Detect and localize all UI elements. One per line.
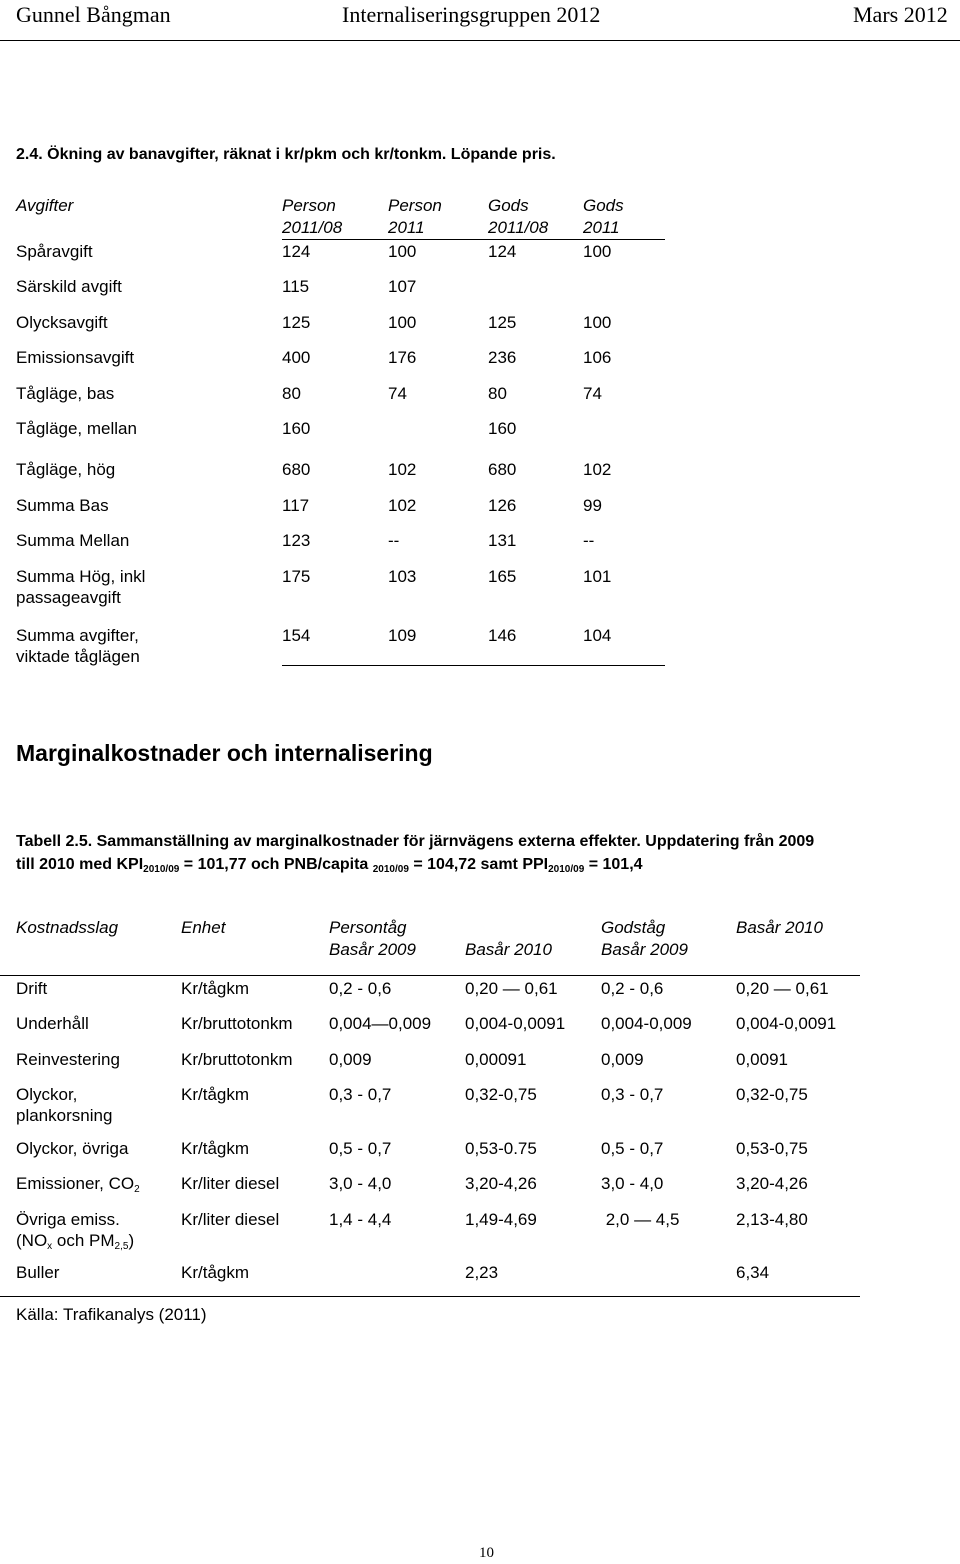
table2-unit: Kr/tågkm bbox=[181, 1139, 250, 1158]
table1-header-bottom: 2011/08 bbox=[282, 218, 343, 237]
table2-cell: 0,00091 bbox=[465, 1050, 527, 1069]
table2-cell: 0,20 — 0,61 bbox=[465, 979, 558, 998]
table1-cell: 131 bbox=[488, 531, 517, 550]
table2-cell: 0,004—0,009 bbox=[329, 1014, 432, 1033]
table1-cell: 106 bbox=[583, 348, 612, 367]
table1-cell: 107 bbox=[388, 277, 417, 296]
table1-header-bottom: 2011 bbox=[388, 218, 425, 237]
table1-cell: 123 bbox=[282, 531, 311, 550]
table2-header-top: Persontåg bbox=[329, 918, 407, 937]
table2-cell: 0,004-0,009 bbox=[601, 1014, 692, 1033]
table2-row-label: Underhåll bbox=[16, 1014, 89, 1033]
header-rule bbox=[0, 40, 960, 41]
table2-unit: Kr/liter diesel bbox=[181, 1174, 280, 1193]
table1-row-label: Tågläge, bas bbox=[16, 384, 115, 403]
table2-unit: Kr/tågkm bbox=[181, 1263, 250, 1282]
table2-header-top: Enhet bbox=[181, 918, 226, 937]
table1-row-label: viktade tåglägen bbox=[16, 647, 140, 666]
table1-cell: -- bbox=[583, 531, 595, 550]
table2-cell: 2,0 — 4,5 bbox=[601, 1210, 680, 1229]
table2-cell: 0,004-0,0091 bbox=[465, 1014, 566, 1033]
table2-cell: 0,3 - 0,7 bbox=[329, 1085, 392, 1104]
table1-row-label: Tågläge, mellan bbox=[16, 419, 137, 438]
table2-unit: Kr/liter diesel bbox=[181, 1210, 280, 1229]
table2-cell: 3,20-4,26 bbox=[465, 1174, 537, 1193]
table1-row-label: Särskild avgift bbox=[16, 277, 122, 296]
table2-cell: 0,009 bbox=[329, 1050, 372, 1069]
table2-cell: 3,20-4,26 bbox=[736, 1174, 808, 1193]
header-author: Gunnel Bångman bbox=[16, 2, 171, 27]
table1-row-label: Olycksavgift bbox=[16, 313, 108, 332]
table1-cell: 100 bbox=[583, 313, 612, 332]
table1-row-label: Tågläge, hög bbox=[16, 460, 116, 479]
table2-header-bottom: Basår 2009 bbox=[329, 940, 416, 959]
table1-header-top: Avgifter bbox=[16, 196, 74, 215]
table2-cell: 0,3 - 0,7 bbox=[601, 1085, 664, 1104]
table1-row-label: Summa Hög, inkl bbox=[16, 567, 146, 586]
table2-cell: 0,32-0,75 bbox=[736, 1085, 808, 1104]
table1-cell: 101 bbox=[583, 567, 612, 586]
table1-cell: 236 bbox=[488, 348, 517, 367]
table1-cell: 74 bbox=[388, 384, 407, 403]
table2-row-label: Buller bbox=[16, 1263, 60, 1282]
table1-cell: 680 bbox=[282, 460, 311, 479]
table1-cell: 125 bbox=[488, 313, 517, 332]
source-note: Källa: Trafikanalys (2011) bbox=[16, 1305, 207, 1324]
table1-cell: 100 bbox=[388, 313, 417, 332]
table2-row-label: Övriga emiss. bbox=[16, 1210, 120, 1229]
table2-bottom-rule bbox=[0, 1296, 860, 1297]
table2-cell: 0,0091 bbox=[736, 1050, 788, 1069]
table2-cell: 0,5 - 0,7 bbox=[601, 1139, 664, 1158]
table2-row-label: Olyckor, övriga bbox=[16, 1139, 129, 1158]
table1-cell: 175 bbox=[282, 567, 311, 586]
table1-cell: 146 bbox=[488, 626, 517, 645]
table2-row-label: ($NO_x$ och $PM_{2,5}$) bbox=[16, 1231, 135, 1252]
header-date: Mars 2012 bbox=[853, 2, 948, 27]
table2-row-label: plankorsning bbox=[16, 1106, 113, 1125]
table2-row-label: Drift bbox=[16, 979, 48, 998]
table2-cell: 0,20 — 0,61 bbox=[736, 979, 829, 998]
table1-cell: 176 bbox=[388, 348, 417, 367]
table2-cell: 0,2 - 0,6 bbox=[329, 979, 392, 998]
table1-cell: 102 bbox=[388, 496, 417, 515]
table1-row-label: Summa Mellan bbox=[16, 531, 130, 550]
table2-cell: 0,53-0,75 bbox=[736, 1139, 808, 1158]
table1-cell: 104 bbox=[583, 626, 612, 645]
table1-cell: 160 bbox=[488, 419, 517, 438]
table2-header-top: Basår 2010 bbox=[736, 918, 823, 937]
table1-cell: 126 bbox=[488, 496, 517, 515]
table1-cell: 154 bbox=[282, 626, 311, 645]
table1-header-top: Person bbox=[282, 196, 336, 215]
table1-cell: 400 bbox=[282, 348, 311, 367]
table1-cell: 102 bbox=[388, 460, 417, 479]
table1-row-label: Spåravgift bbox=[16, 242, 93, 261]
table2-cell: 6,34 bbox=[736, 1263, 770, 1282]
table2-cell: 0,5 - 0,7 bbox=[329, 1139, 392, 1158]
table1-header-top: Gods bbox=[488, 196, 529, 215]
table1-cell: 160 bbox=[282, 419, 311, 438]
table2-unit: Kr/tågkm bbox=[181, 1085, 250, 1104]
table2-cell: 2,13-4,80 bbox=[736, 1210, 808, 1229]
table1-cell: 74 bbox=[583, 384, 602, 403]
table2-cell: 1,49-4,69 bbox=[465, 1210, 537, 1229]
table2-cell: 0,2 - 0,6 bbox=[601, 979, 664, 998]
table2-cell: 0,53-0.75 bbox=[465, 1139, 537, 1158]
table1-cell: 115 bbox=[282, 277, 310, 296]
table-caption-line1: Tabell 2.5. Sammanställning av marginalkostnader för järnvägens externa effekter. Uppdatering från 2009 bbox=[16, 833, 815, 850]
table1-cell: 125 bbox=[282, 313, 311, 332]
table1-cell: 80 bbox=[488, 384, 507, 403]
table1-row-label: Emissionsavgift bbox=[16, 348, 135, 367]
table2-header-rule bbox=[0, 975, 860, 976]
table2-row-label: Olyckor, bbox=[16, 1085, 78, 1104]
table1-cell: 100 bbox=[388, 242, 417, 261]
table2-header-top: Kostnadsslag bbox=[16, 918, 119, 937]
table1-header-top: Gods bbox=[583, 196, 624, 215]
table2-header-top: Godståg bbox=[601, 918, 666, 937]
table2-cell: 0,004-0,0091 bbox=[736, 1014, 837, 1033]
table1-header-bottom: 2011 bbox=[583, 218, 620, 237]
table1-bottom-rule bbox=[282, 665, 665, 666]
table1-cell: 680 bbox=[488, 460, 517, 479]
table2-cell: 0,009 bbox=[601, 1050, 644, 1069]
table1-cell: 124 bbox=[282, 242, 311, 261]
table1-cell: 102 bbox=[583, 460, 612, 479]
table1-cell: 124 bbox=[488, 242, 517, 261]
table1-header-top: Person bbox=[388, 196, 442, 215]
table2-row-label: Emissioner, $CO_2$ bbox=[16, 1174, 140, 1195]
table2-cell: 3,0 - 4,0 bbox=[601, 1174, 664, 1193]
heading-marginal-costs: Marginalkostnader och internalisering bbox=[16, 740, 433, 766]
table2-header-bottom: Basår 2009 bbox=[601, 940, 688, 959]
table2-cell: 3,0 - 4,0 bbox=[329, 1174, 392, 1193]
table1-cell: 117 bbox=[282, 496, 310, 515]
table1-row-label: passageavgift bbox=[16, 588, 121, 607]
table2-unit: Kr/bruttotonkm bbox=[181, 1014, 293, 1033]
table2-row-label: Reinvestering bbox=[16, 1050, 120, 1069]
table1-row-label: Summa avgifter, bbox=[16, 626, 139, 645]
table1-cell: 99 bbox=[583, 496, 602, 515]
table1-cell: 165 bbox=[488, 567, 517, 586]
table1-header-rule bbox=[282, 239, 665, 240]
table1-cell: 109 bbox=[388, 626, 417, 645]
table-caption-line2: till 2010 med $KPI_{2010/09} = 101,77$ och PNB/capita $_{2010/09}$ = 104,72 samt $PPI_{2010/09} = 101,4$ bbox=[16, 856, 643, 875]
table2-cell: 2,23 bbox=[465, 1263, 499, 1282]
table1-cell: 100 bbox=[583, 242, 612, 261]
section-title: 2.4. Ökning av banavgifter, räknat i kr/pkm och kr/tonkm. Löpande pris. bbox=[16, 146, 556, 163]
table1-header-bottom: 2011/08 bbox=[488, 218, 549, 237]
table1-cell: 80 bbox=[282, 384, 301, 403]
table2-header-bottom: Basår 2010 bbox=[465, 940, 552, 959]
table2-unit: Kr/bruttotonkm bbox=[181, 1050, 293, 1069]
table2-cell: 1,4 - 4,4 bbox=[329, 1210, 392, 1229]
header-group: Internaliseringsgruppen 2012 bbox=[342, 2, 601, 27]
table1-cell: -- bbox=[388, 531, 400, 550]
table1-row-label: Summa Bas bbox=[16, 496, 109, 515]
table2-cell: 0,32-0,75 bbox=[465, 1085, 537, 1104]
table2-unit: Kr/tågkm bbox=[181, 979, 250, 998]
page-number: 10 bbox=[479, 1545, 494, 1561]
table1-cell: 103 bbox=[388, 567, 417, 586]
